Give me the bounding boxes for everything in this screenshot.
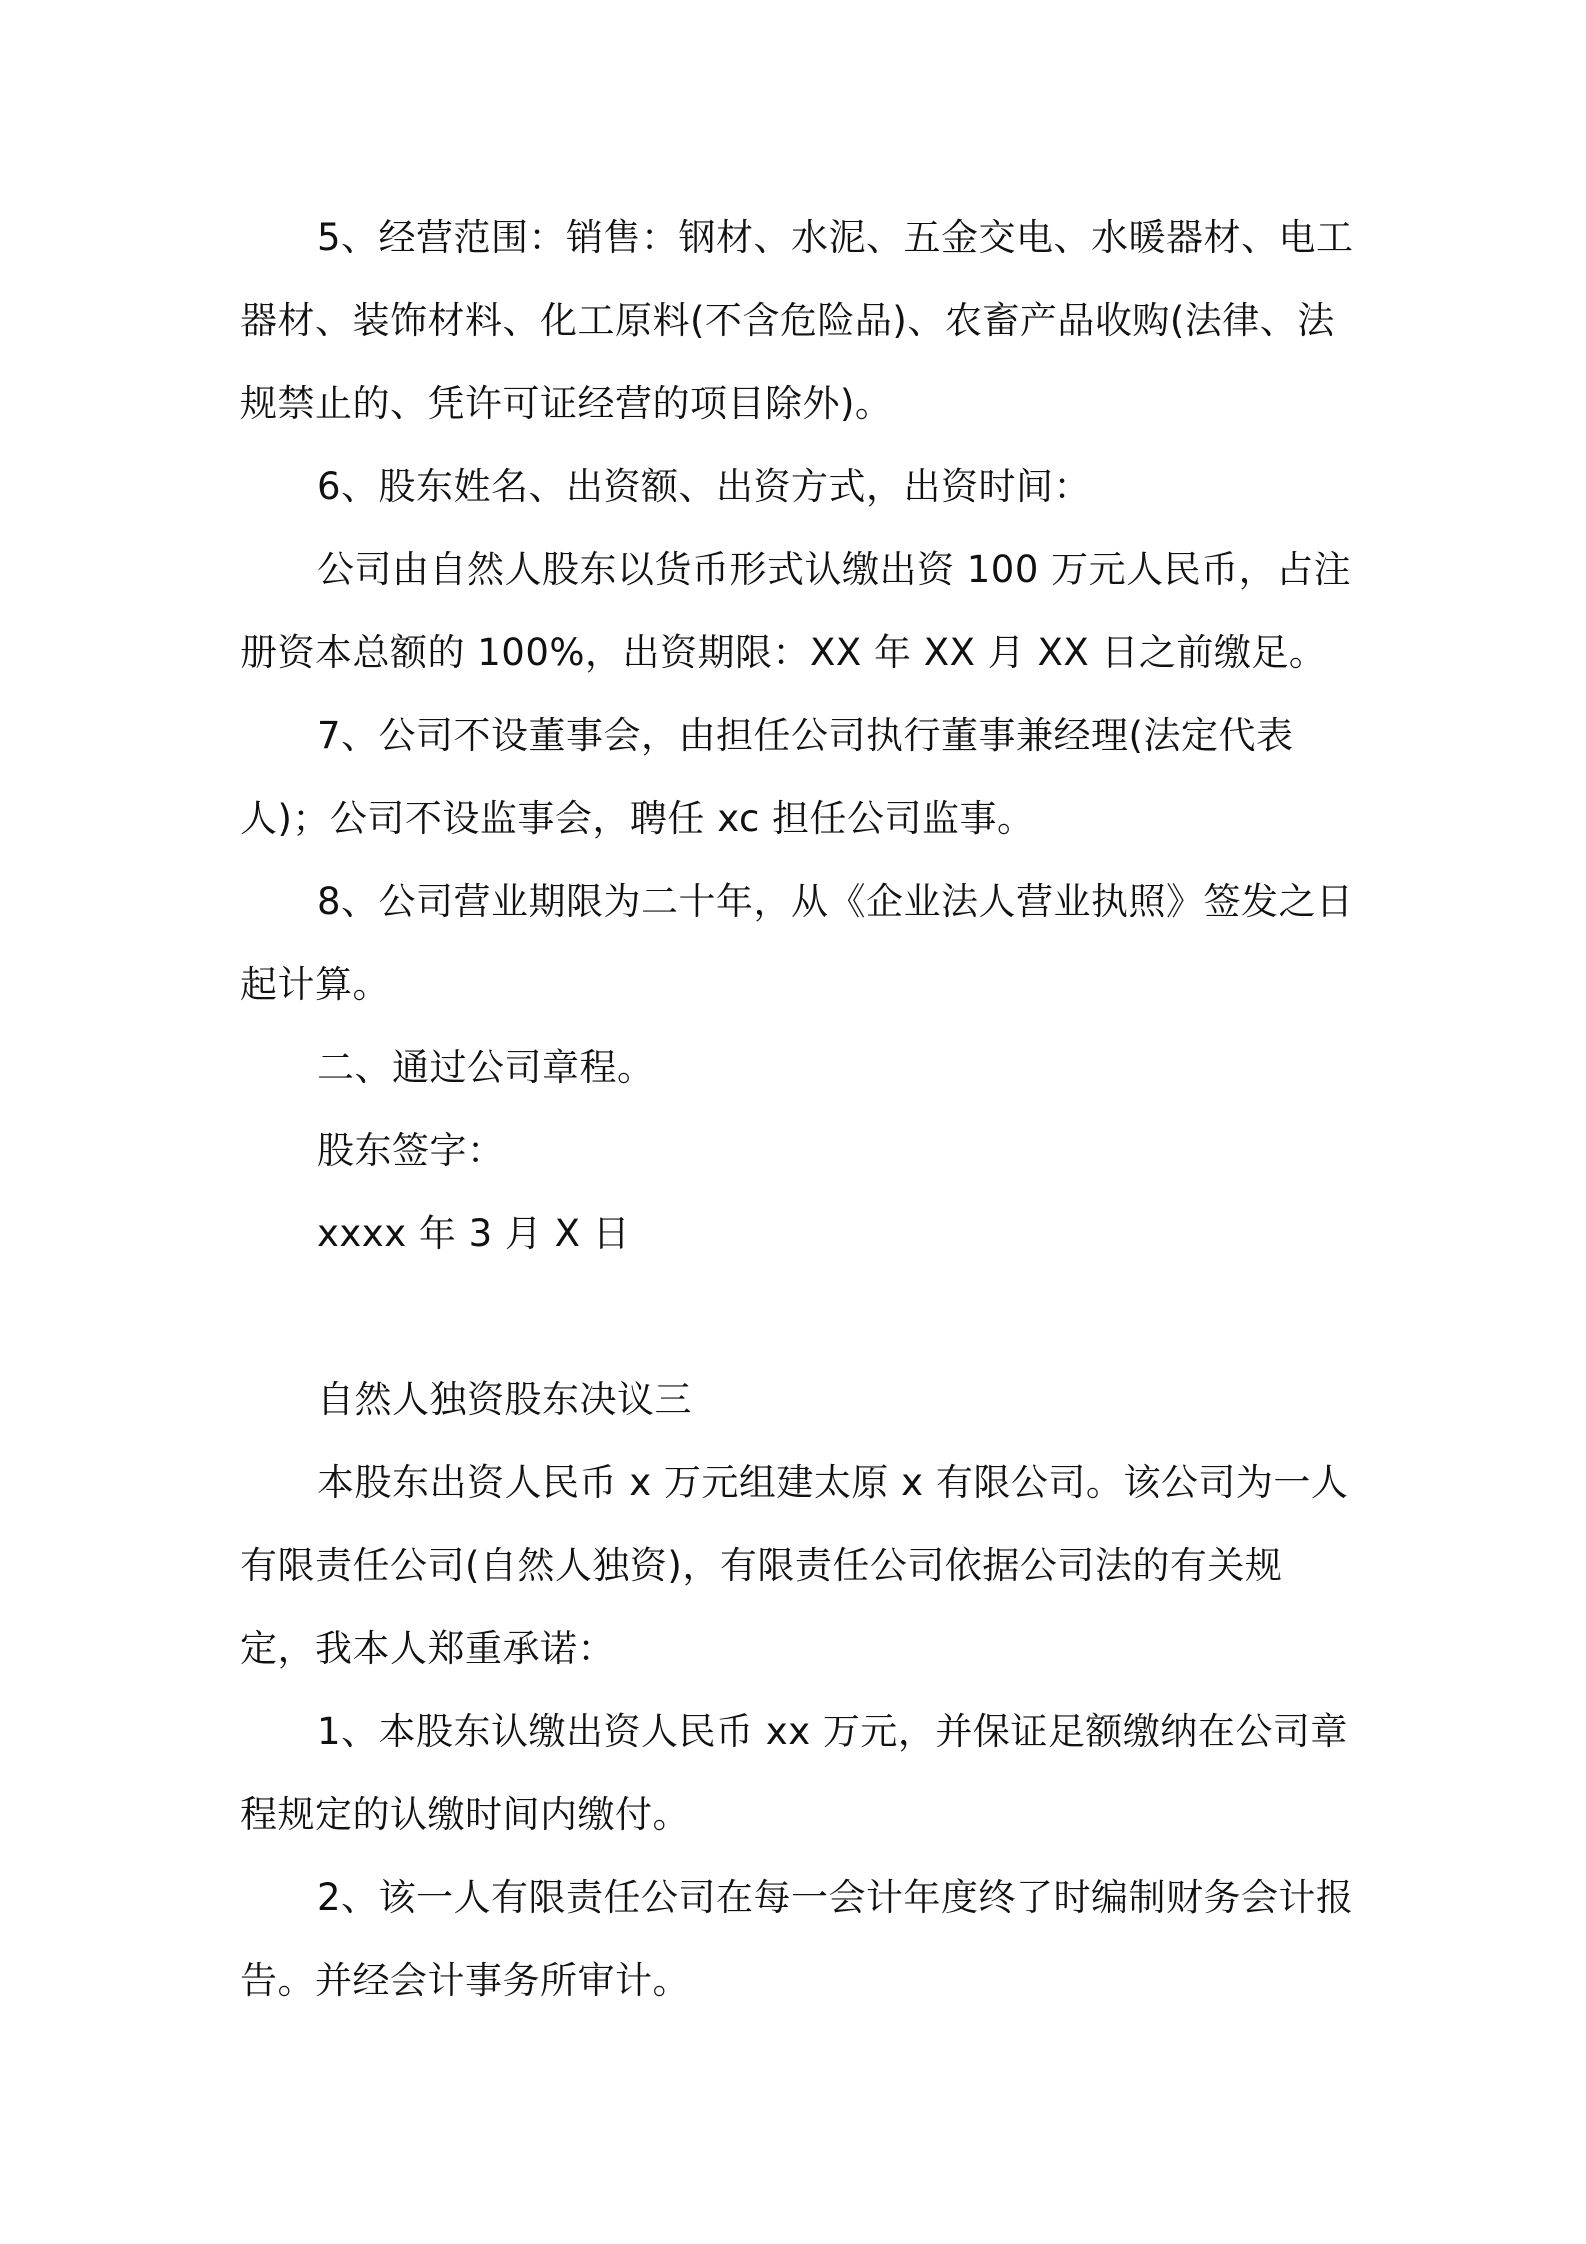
commitment-item-2: 2、该一人有限责任公司在每一会计年度终了时编制财务会计报告。并经会计事务所审计。 xyxy=(240,1876,1354,2002)
commitment-item-1: 1、本股东认缴出资人民币 xx 万元，并保证足额缴纳在公司章程规定的认缴时间内缴付。 xyxy=(240,1710,1348,1836)
document-page xyxy=(240,196,1355,2022)
shareholder-info-heading: 6、股东姓名、出资额、出资方式，出资时间： xyxy=(317,465,1092,508)
business-term-paragraph: 8、公司营业期限为二十年，从《企业法人营业执照》签发之日起计算。 xyxy=(240,880,1354,1006)
articles-approval-paragraph: 二、通过公司章程。 xyxy=(317,1046,655,1089)
section-title: 自然人独资股东决议三 xyxy=(317,1378,692,1421)
board-paragraph: 7、公司不设董事会，由担任公司执行董事兼经理(法定代表人)；公司不设监事会，聘任 xc 担任公司监事。 xyxy=(240,714,1294,840)
signature-date: xxxx 年 3 月 X 日 xyxy=(317,1212,631,1255)
capital-contribution-paragraph: 公司由自然人股东以货币形式认缴出资 100 万元人民币，占注册资本总额的 100%，出资期限：XX 年 XX 月 XX 日之前缴足。 xyxy=(240,548,1352,674)
business-scope-paragraph: 5、经营范围：销售：钢材、水泥、五金交电、水暖器材、电工器材、装饰材料、化工原料(不含危险品)、农畜产品收购(法律、法规禁止的、凭许可证经营的项目除外)。 xyxy=(240,216,1354,425)
commitment-intro-paragraph: 本股东出资人民币 x 万元组建太原 x 有限公司。该公司为一人有限责任公司(自然人独资)，有限责任公司依据公司法的有关规定，我本人郑重承诺： xyxy=(240,1461,1349,1670)
shareholder-signature-label: 股东签字： xyxy=(317,1129,505,1172)
section-spacer xyxy=(240,1275,1355,1358)
